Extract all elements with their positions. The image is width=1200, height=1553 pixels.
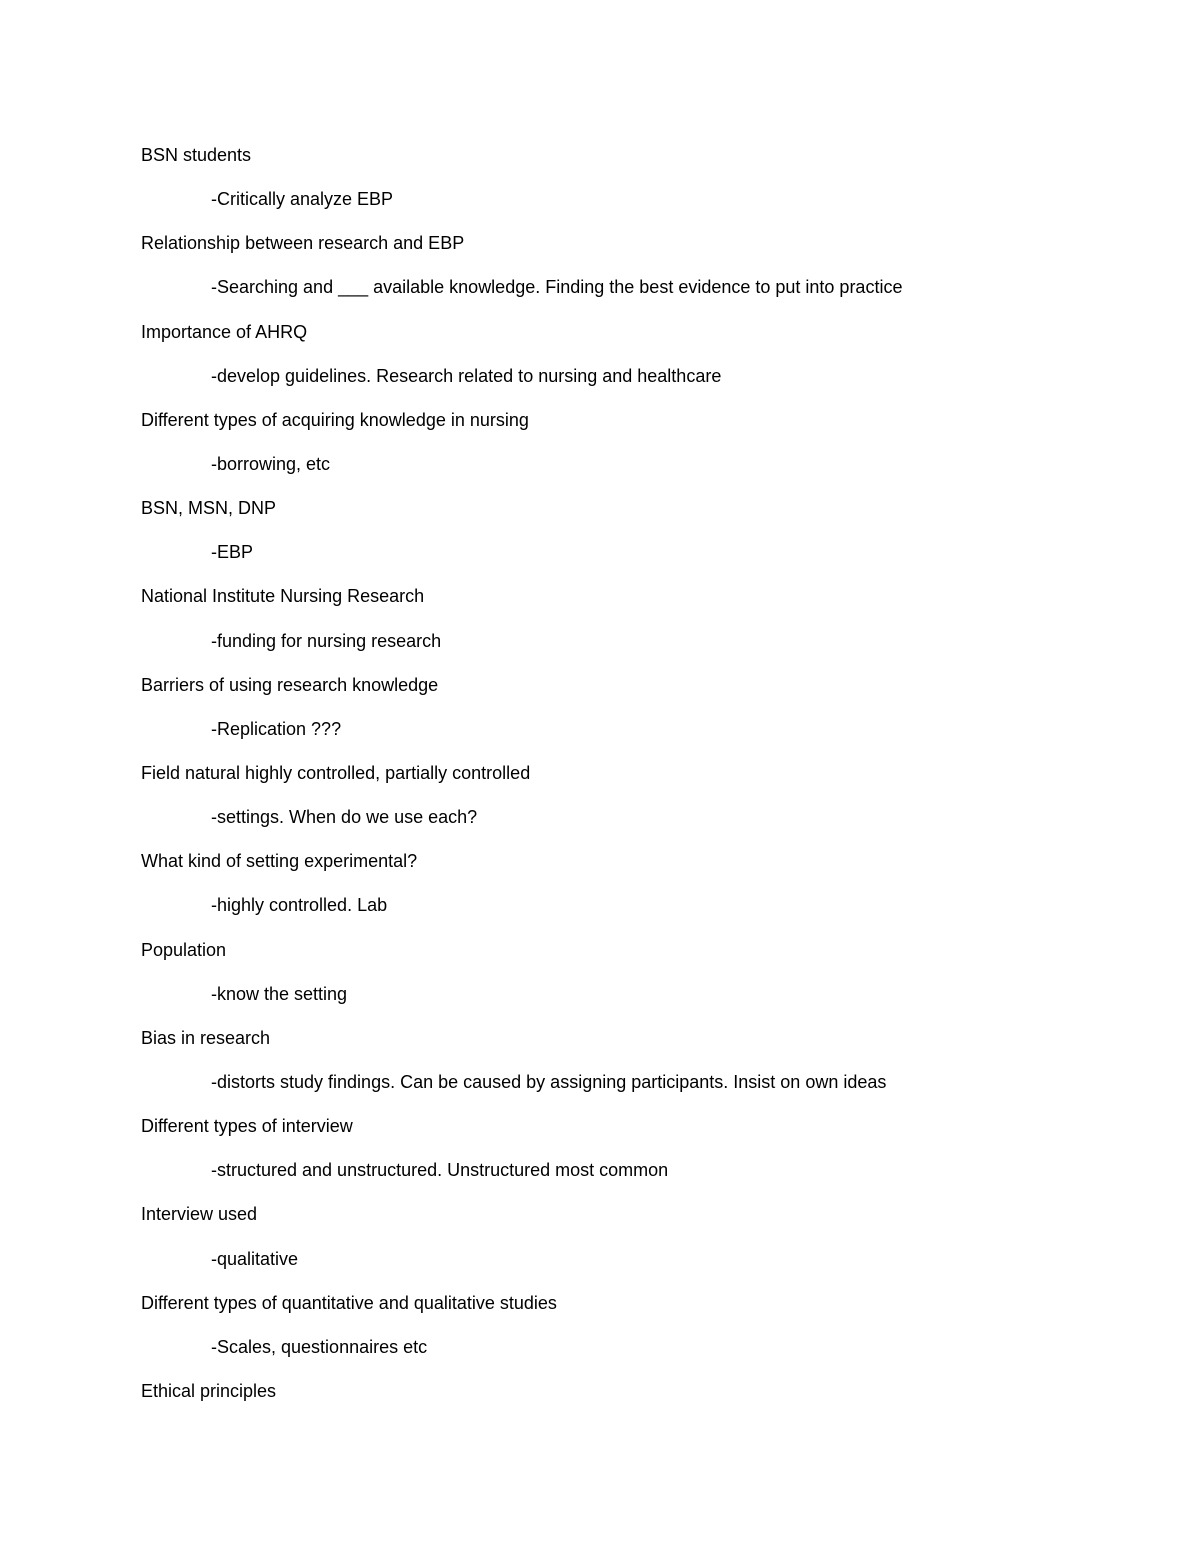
topic-note: -borrowing, etc [211,453,331,474]
topic-heading: Bias in research [141,1027,271,1048]
topic-heading: What kind of setting experimental? [141,851,418,872]
topic-note: -settings. When do we use each? [211,807,478,828]
topic-heading: BSN, MSN, DNP [141,498,277,519]
topic-heading: Field natural highly controlled, partially controlled [141,762,531,783]
topic-heading: Population [141,939,227,960]
topic-heading: National Institute Nursing Research [141,586,425,607]
topic-note: -Critically analyze EBP [211,189,394,210]
topic-heading: BSN students [141,145,252,165]
topic-heading: Importance of AHRQ [141,321,308,342]
topic-note: -qualitative [211,1248,299,1269]
topic-note: -EBP [211,542,254,563]
topic-note: -know the setting [211,983,348,1004]
topic-heading: Different types of acquiring knowledge in nursing [141,409,529,430]
document-body [141,142,1101,1422]
topic-note: -Searching and ___ available knowledge. Finding the best evidence to put into practice [211,277,903,298]
topic-note: -Replication ??? [211,718,342,739]
topic-note: -distorts study findings. Can be caused by assigning participants. Insist on own ideas [211,1071,887,1092]
topic-note: -structured and unstructured. Unstructured most common [211,1160,669,1181]
topic-heading: Different types of quantitative and qualitative studies [141,1292,557,1313]
topic-note: -highly controlled. Lab [211,895,388,916]
topic-note: -develop guidelines. Research related to nursing and healthcare [211,365,722,386]
topic-heading: Different types of interview [141,1116,353,1137]
topic-heading: Ethical principles [141,1380,277,1401]
topic-heading: Interview used [141,1204,258,1225]
topic-note: -funding for nursing research [211,630,442,651]
topic-heading: Relationship between research and EBP [141,233,465,254]
topic-heading: Barriers of using research knowledge [141,674,439,695]
topic-note: -Scales, questionnaires etc [211,1336,428,1357]
